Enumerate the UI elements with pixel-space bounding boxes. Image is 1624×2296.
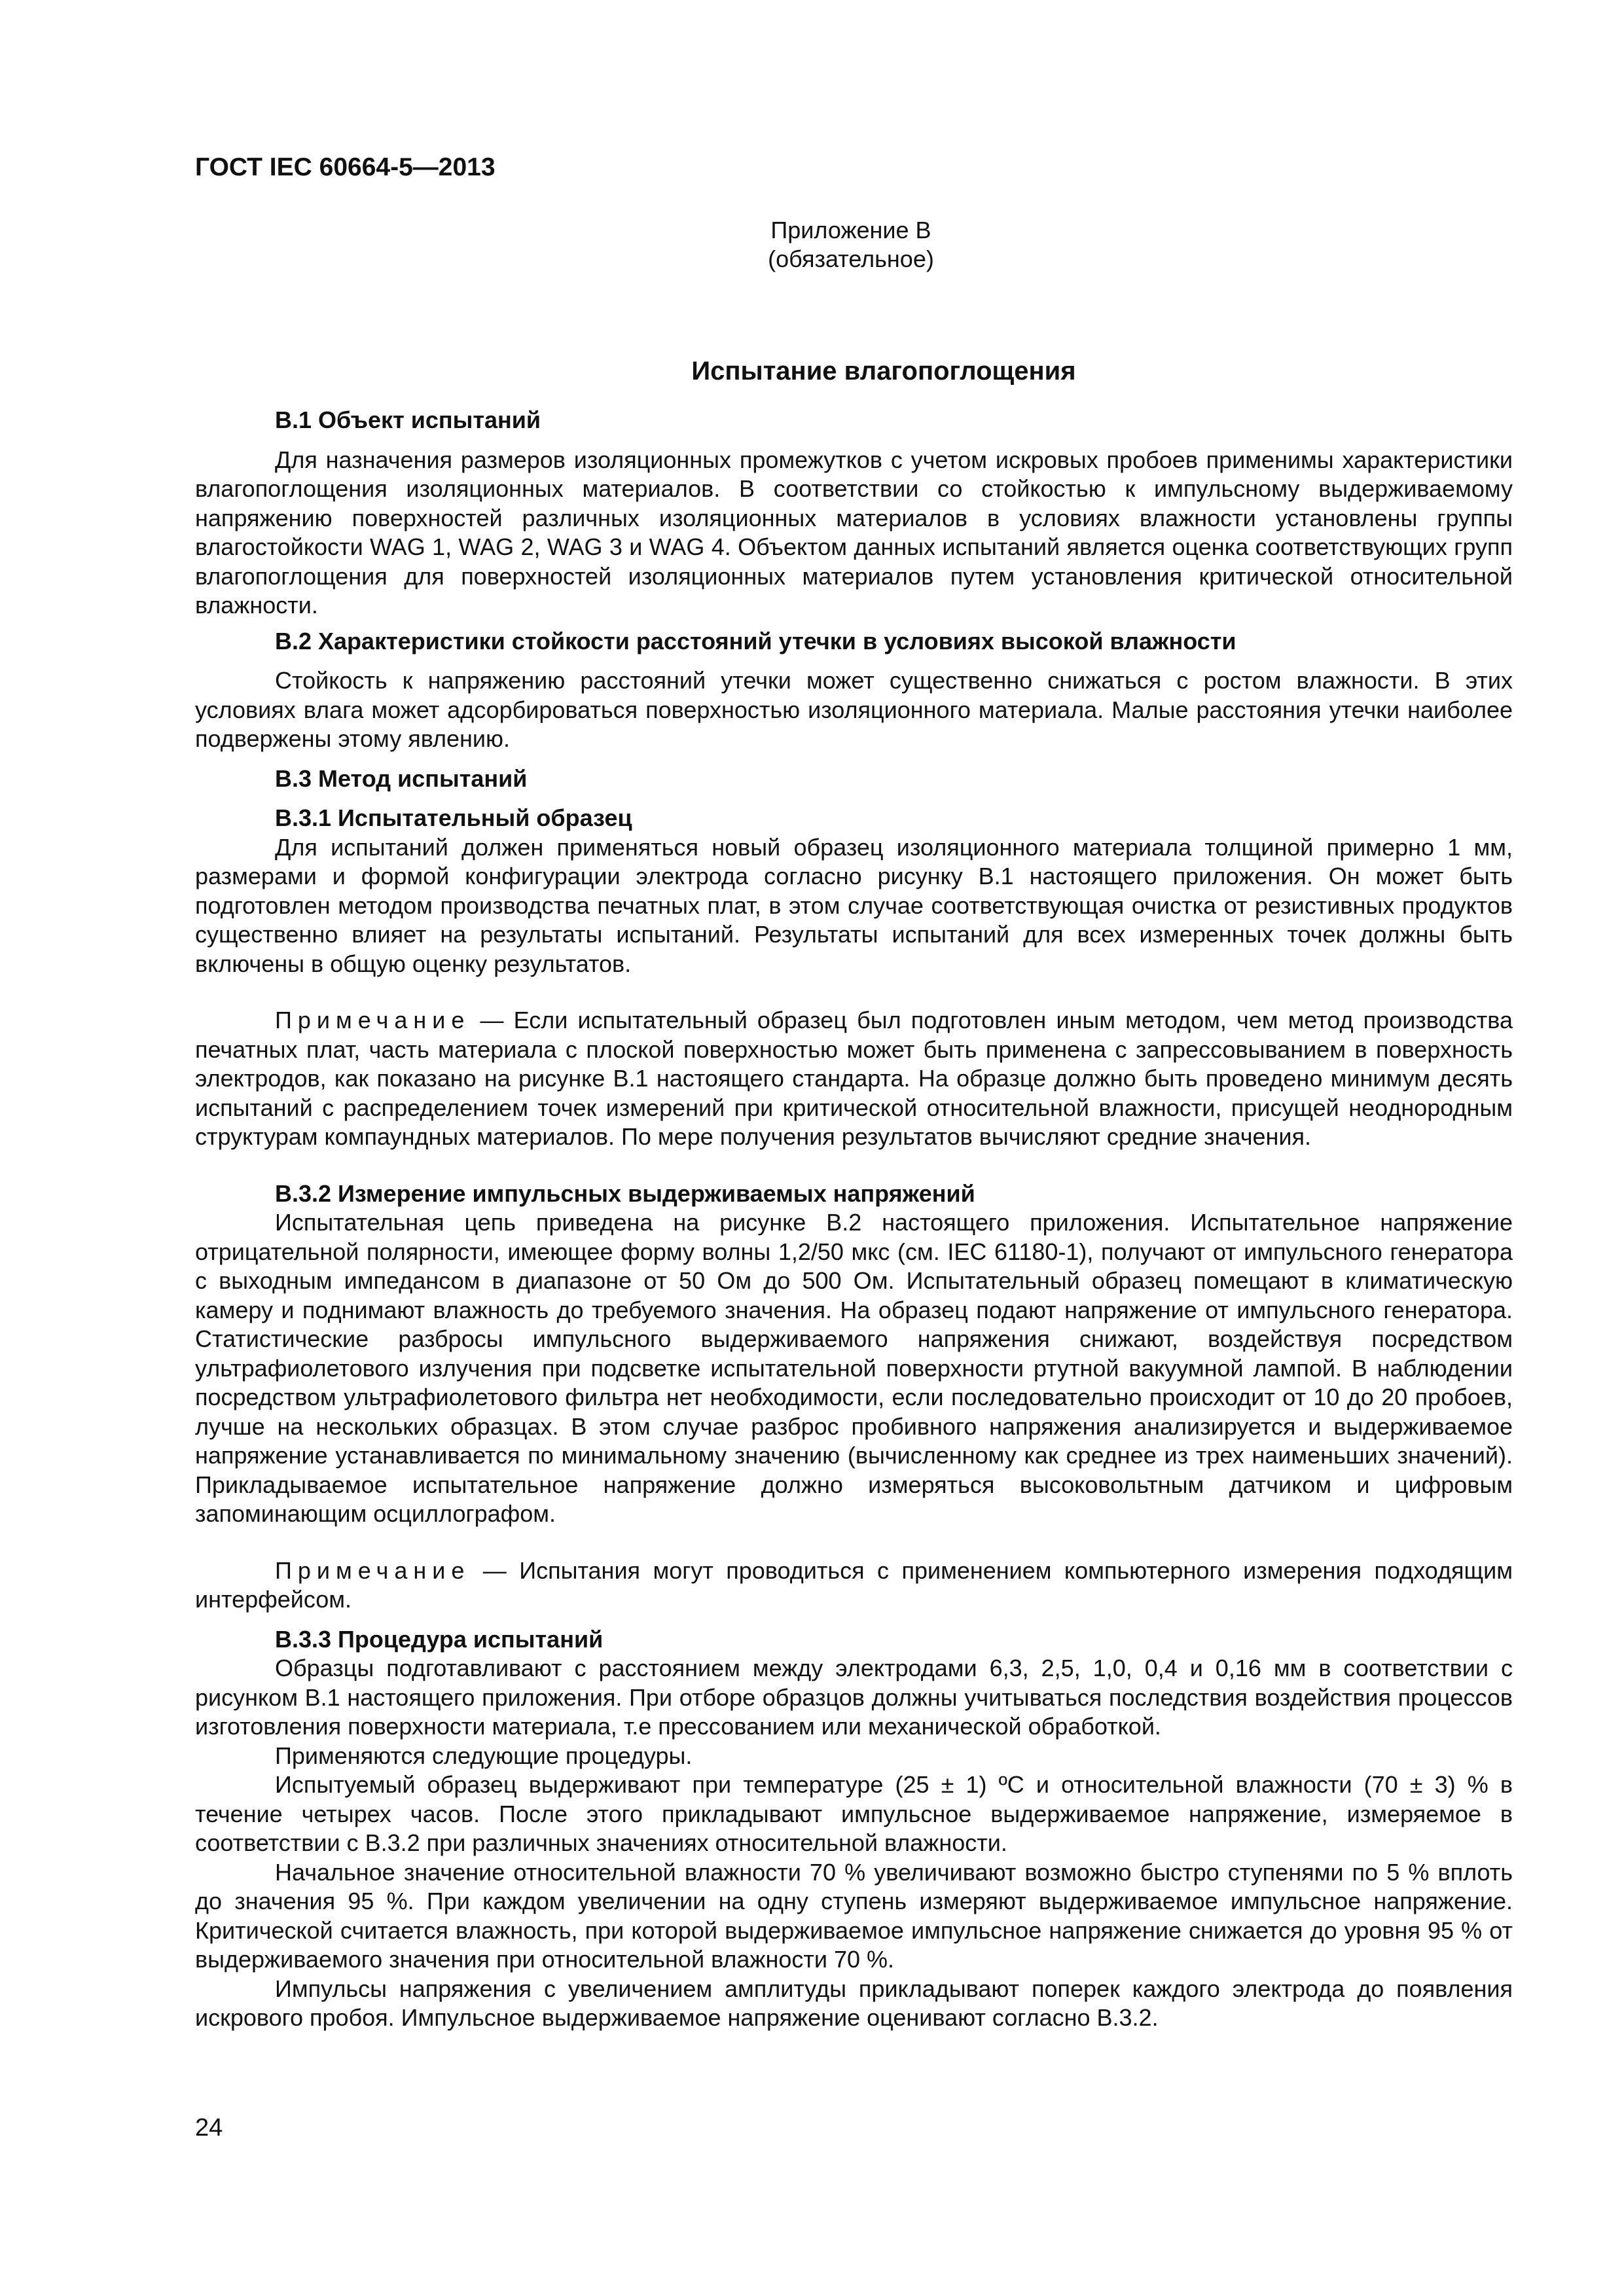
section-heading-b1: В.1 Объект испытаний — [275, 406, 541, 433]
section-text-b31: Для испытаний должен применяться новый образец изоляционного материала толщиной примерно 1 мм, размерами и формой конфигурации электрода согласно рисунку В.1 настоящего приложения. Он может быть подготовлен методом производства печатных плат, в этом случае соответствующая очистка от резистивных продуктов существенно влияет на результаты испытаний. Результаты испытаний для всех измеренных точек должны быть включены в общую оценку результатов. — [195, 833, 1513, 977]
note-label: Примечание — [275, 1556, 471, 1584]
note-text: — Если испытательный образец был подготовлен иным методом, чем метод производства печатных плат, часть материала с плоской поверхностью может быть применена с запрессовыванием в поверхность электродов, как показано на рисунке В.1 настоящего стандарта. На образце должно быть проведено минимум десять испытаний с распределением точек измерений при критической относительной влажности, присущей неоднородным структурам компаундных материалов. По мере получения результатов вычисляют средние значения. — [195, 1007, 1513, 1150]
document-body — [195, 406, 1513, 2033]
section-heading-b2: В.2 Характеристики стойкости расстояний утечки в условиях высокой влажности — [275, 627, 1236, 655]
page-number: 24 — [195, 2114, 223, 2142]
annex-status: (обязательное) — [768, 245, 934, 272]
section-heading-b33: В.3.3 Процедура испытаний — [275, 1625, 604, 1653]
annex-title: Испытание влагопоглощения — [691, 357, 1076, 386]
note-label: Примечание — [275, 1007, 471, 1033]
annex-label: Приложение В — [770, 217, 931, 243]
note-text: — Испытания могут проводиться с применением компьютерного измерения подходящим интерфейсом. — [195, 1556, 1513, 1613]
note-b32 — [195, 1556, 1513, 1615]
section-text-b2: Стойкость к напряжению расстояний утечки может существенно снижаться с ростом влажности. В этих условиях влага может адсорбироваться поверхностью изоляционного материала. Малые расстояния утечки наиболее подвержены этому явлению. — [195, 667, 1513, 752]
section-heading-b3: В.3 Метод испытаний — [275, 764, 528, 792]
section-text-b33-p5: Импульсы напряжения с увеличением амплитуды прикладывают поперек каждого электрода до появления искрового пробоя. Импульсное выдерживаемое напряжение оценивают согласно В.3.2. — [195, 1975, 1513, 2031]
note-b31 — [195, 1006, 1513, 1152]
section-text-b1: Для назначения размеров изоляционных промежутков с учетом искровых пробоев применимы характеристики влагопоглощения изоляционных материалов. В соответствии со стойкостью к импульсному выдерживаемому напряжению поверхностей различных изоляционных материалов в условиях влажности установлены группы влагостойкости WAG 1, WAG 2, WAG 3 и WAG 4. Объектом данных испытаний является оценка соответствующих групп влагопоглощения для поверхностей изоляционных материалов путем установления критической относительной влажности. — [195, 446, 1513, 619]
section-text-b33-p4: Начальное значение относительной влажности 70 % увеличивают возможно быстро ступенями по 5 % вплоть до значения 95 %. При каждом увеличении на одну ступень измеряют выдерживаемое импульсное напряжение. Критической считается влажность, при которой выдерживаемое импульсное напряжение снижается до уровня 95 % от выдерживаемого значения при относительной влажности 70 %. — [195, 1858, 1513, 1973]
section-heading-b31: В.3.1 Испытательный образец — [275, 804, 632, 831]
section-text-b32: Испытательная цепь приведена на рисунке В.2 настоящего приложения. Испытательное напряжение отрицательной полярности, имеющее форму волны 1,2/50 мкс (см. IEC 61180-1), получают от импульсного генератора с выходным импедансом в диапазоне от 50 Ом до 500 Ом. Испытательный образец помещают в климатическую камеру и поднимают влажность до требуемого значения. На образец подают напряжение от импульсного генератора. Статистические разбросы импульсного выдерживаемого напряжения снижают, воздействуя посредством ультрафиолетового излучения при подсветке испытательной поверхности ртутной вакуумной лампой. В наблюдении посредством ультрафиолетового фильтра нет необходимости, если последовательно происходит от 10 до 20 пробоев, лучше на нескольких образцах. В этом случае разброс пробивного напряжения анализируется и выдерживаемое напряжение устанавливается по минимальному значению (вычисленному как среднее из трех наименьших значений). Прикладываемое испытательное напряжение должно измеряться высоковольтным датчиком и цифровым запоминающим осциллографом. — [195, 1209, 1513, 1527]
section-heading-b32: В.3.2 Измерение импульсных выдерживаемых напряжений — [275, 1179, 975, 1207]
section-text-b33-p1: Образцы подготавливают с расстоянием между электродами 6,3, 2,5, 1,0, 0,4 и 0,16 мм в соответствии с рисунком В.1 настоящего приложения. При отборе образцов должны учитываться последствия воздействия процессов изготовления поверхности материала, т.е прессованием или механической обработкой. — [195, 1655, 1513, 1740]
section-text-b33-p2: Применяются следующие процедуры. — [275, 1742, 693, 1769]
annex-heading — [687, 216, 1015, 274]
section-text-b33-p3: Испытуемый образец выдерживают при температуре (25 ± 1) ºС и относительной влажности (70 ± 3) % в течение четырех часов. После этого прикладывают импульсное выдерживаемое напряжение, измеряемое в соответствии с В.3.2 при различных значениях относительной влажности. — [195, 1771, 1513, 1856]
document-code: ГОСТ IEC 60664-5—2013 — [195, 153, 496, 181]
